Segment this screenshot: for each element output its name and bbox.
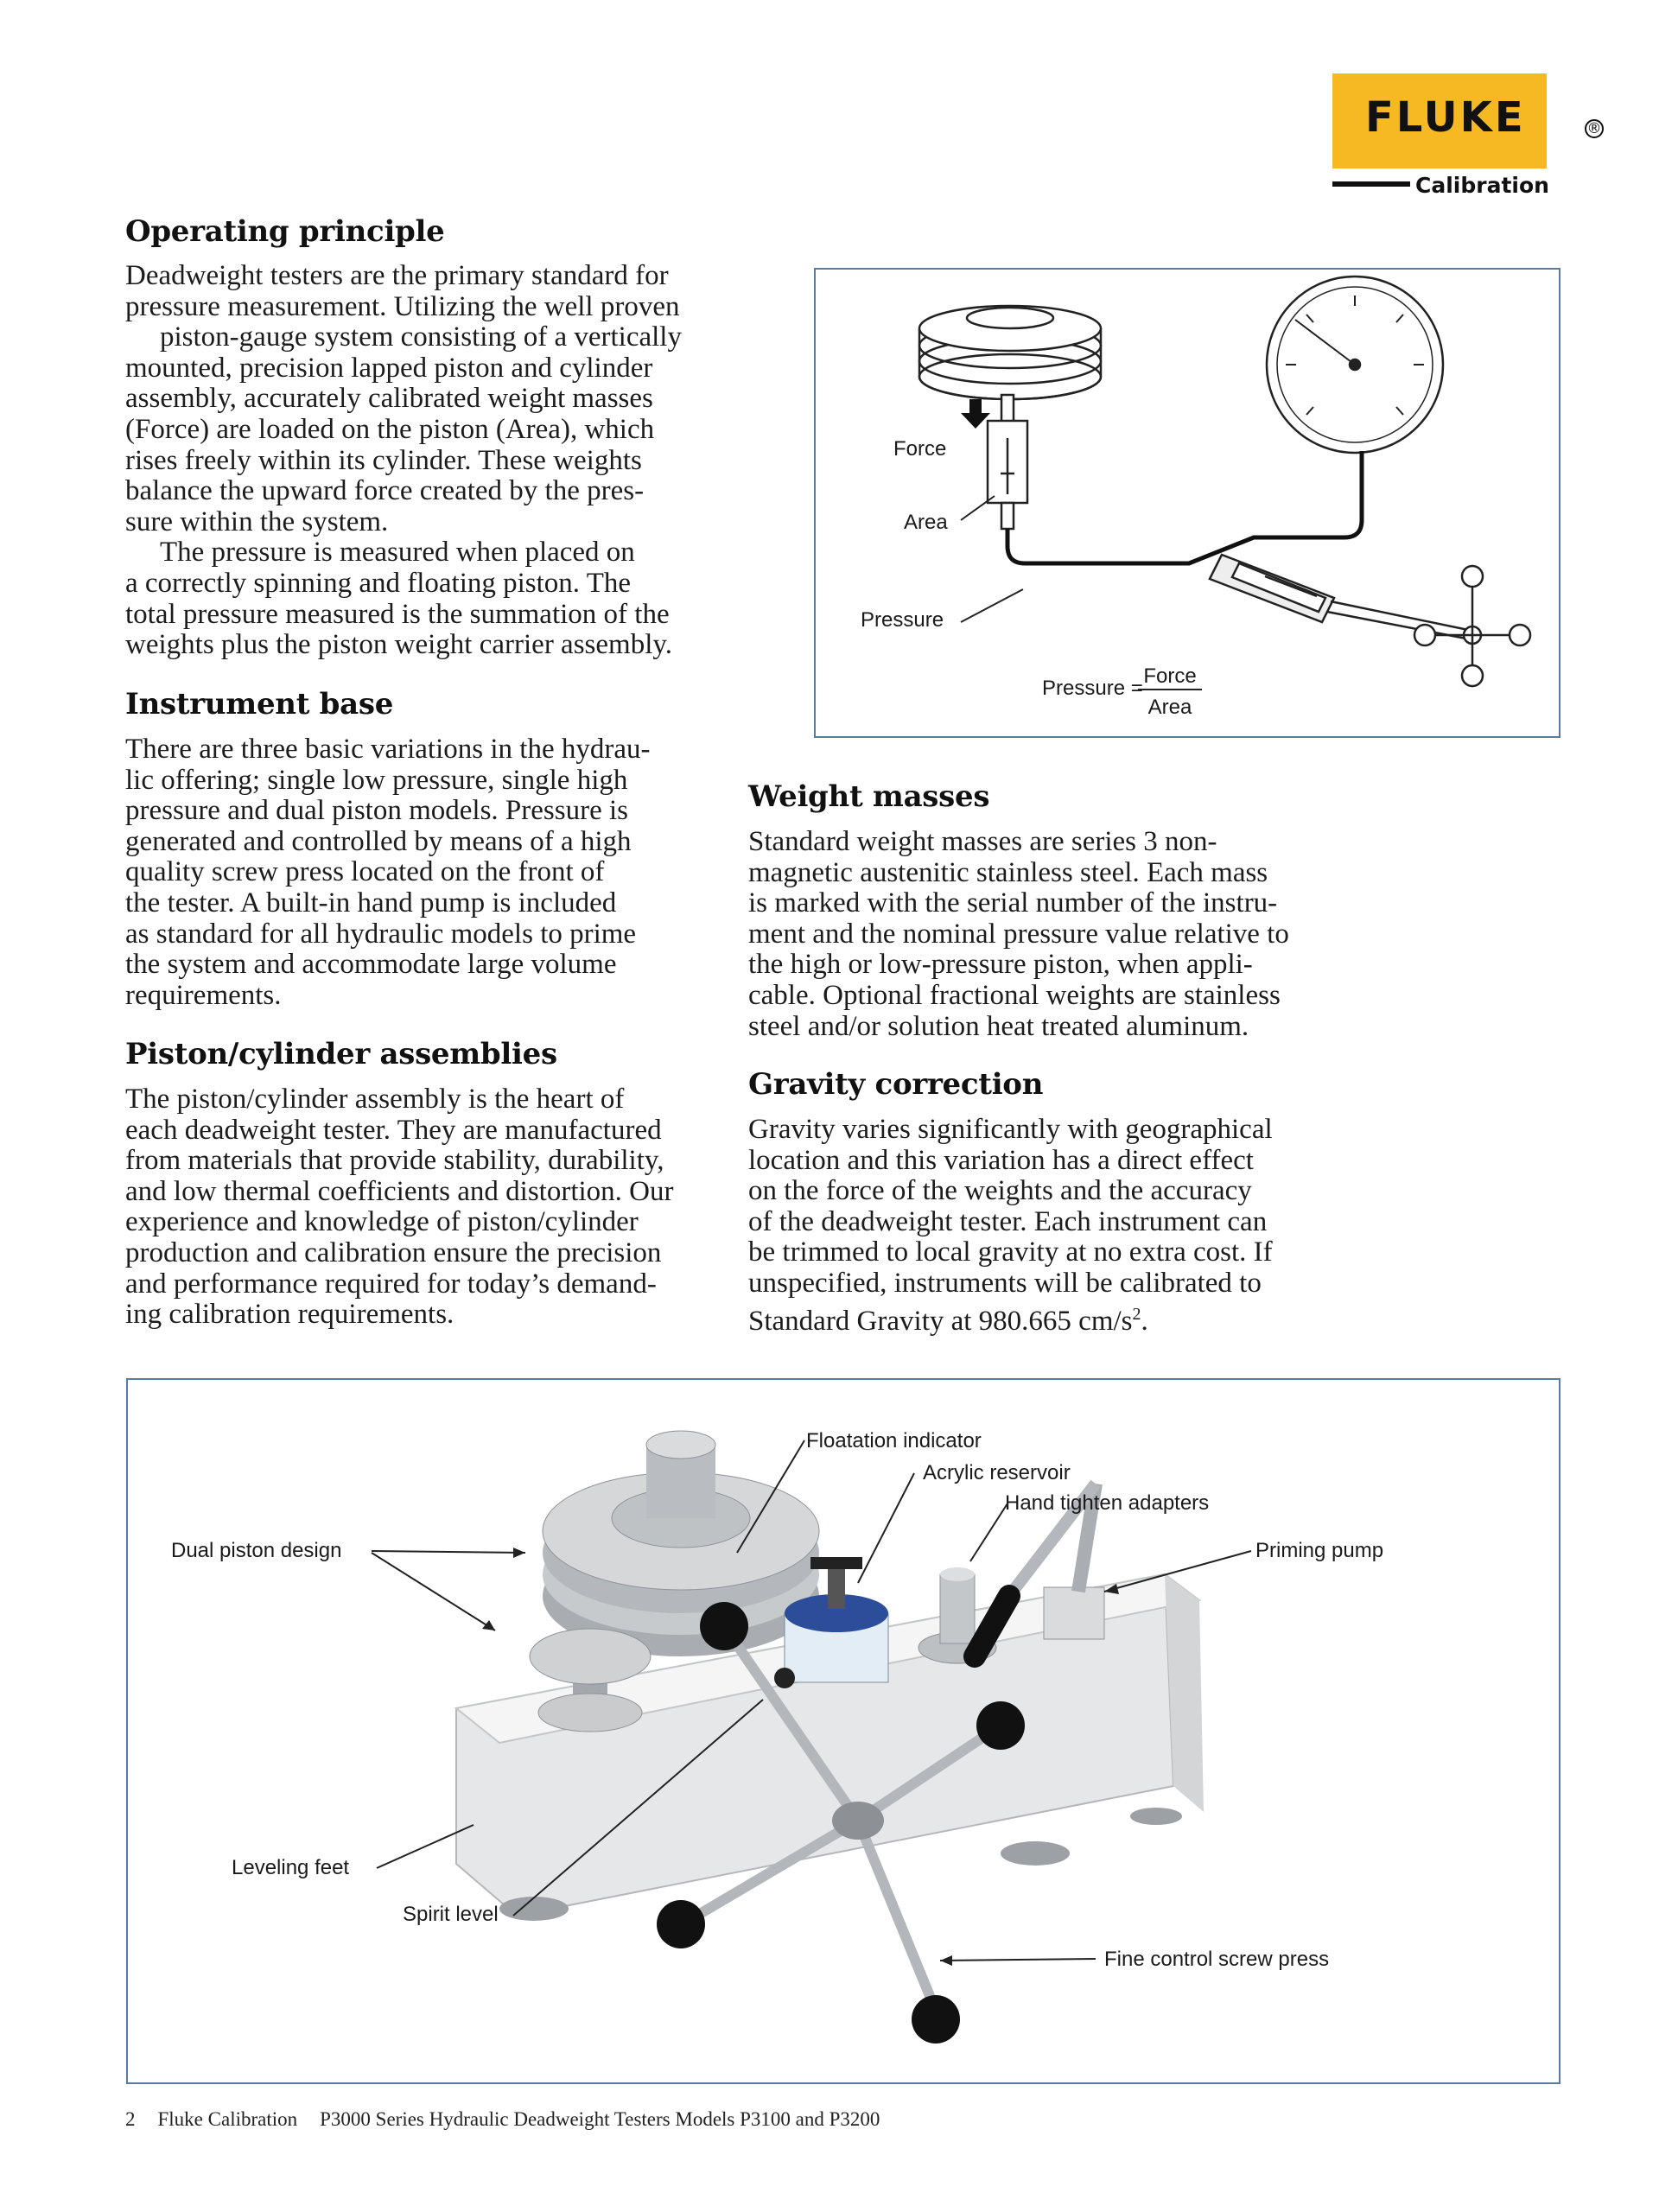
brand-subtitle: Calibration [1415, 173, 1549, 198]
paragraph: The piston/cylinder assembly is the heart of each deadweight tester. They are manufactured from materials that provide stability, durability, and low thermal coefficients and distortion. Our experience and knowledge of piston/cylinder production and calibration ensure the precision and performance required for today’s demand- ing calibration requirements. [125, 1084, 674, 1331]
formula-numerator: Force [1143, 664, 1197, 688]
diagram-label-area: Area [904, 511, 948, 534]
screw-press-hub-image [832, 1802, 884, 1840]
weight-masses-text [748, 827, 1370, 1042]
piston-cylinder-text [125, 1084, 747, 1331]
gravity-correction-text [748, 1115, 1370, 1337]
paragraph: Gravity varies significantly with geographical location and this variation has a direct effect on the force of the weights and the accuracy of the deadweight tester. Each instrument can be trimmed to local gravity at no extra cost. If unspecified, instruments will be calibrated to Standard Gravity at 980.665 $cm/s^2$. [748, 1114, 1273, 1337]
pressure-gauge-icon [1267, 276, 1443, 453]
callout-hand-tighten-adapters: Hand tighten adapters [1005, 1491, 1210, 1515]
footer-company: Fluke Calibration [157, 2108, 298, 2130]
brand-logo: FLUKE [1365, 93, 1526, 142]
weight-stack-icon [919, 306, 1101, 399]
instrument-base-text [125, 734, 747, 1011]
formula-lhs: Pressure = [1042, 677, 1143, 700]
callout-acrylic-reservoir: Acrylic reservoir [923, 1461, 1071, 1484]
paragraph: piston-gauge system consisting of a vertically [160, 321, 682, 353]
paragraph: Standard weight masses are series 3 non- magnetic austenitic stainless steel. Each mass is marked with the serial number of the instru- ment and the nominal pressure value relative to the high or low-pressure piston, when appli- cable. Optional fractional weights are stainless steel and/or solution heat treated aluminum. [748, 826, 1289, 1042]
page-number: 2 [125, 2108, 136, 2130]
heading-gravity-correction: Gravity correction [748, 1067, 1044, 1102]
principle-diagram [814, 268, 1560, 738]
callout-leveling-feet: Leveling feet [232, 1856, 350, 1879]
registered-mark: ® [1585, 119, 1604, 138]
paragraph: mounted, precision lapped piston and cylinder assembly, accurately calibrated weight masses (Force) are loaded on the piston (Area), which rises freely within its cylinder. These weights balance the upward force created by the pres- sure within the system. [125, 352, 655, 537]
paragraph: Deadweight testers are the primary standard for pressure measurement. Utilizing the well proven [125, 260, 680, 322]
footer-document-title: P3000 Series Hydraulic Deadweight Testers Models P3100 and P3200 [320, 2108, 880, 2130]
paragraph: The pressure is measured when placed on [160, 537, 635, 569]
page-footer [125, 2108, 902, 2131]
force-arrow-icon [961, 399, 990, 429]
callout-priming-pump: Priming pump [1255, 1539, 1384, 1562]
heading-instrument-base: Instrument base [125, 687, 394, 721]
piston-cylinder-icon [988, 395, 1027, 529]
brand-rule [1332, 181, 1410, 187]
callout-spirit-level: Spirit level [403, 1903, 499, 1926]
diagram-label-pressure: Pressure [861, 608, 944, 632]
heading-operating-principle: Operating principle [125, 214, 445, 249]
large-piston-image [543, 1431, 819, 1656]
callout-fine-control-screw-press: Fine control screw press [1104, 1948, 1330, 1971]
pressure-line [1007, 451, 1362, 563]
heading-piston-cylinder: Piston/cylinder assemblies [125, 1037, 557, 1071]
spirit-level-image [774, 1668, 795, 1688]
paragraph: a correctly spinning and floating piston. The total pressure measured is the summation of the weights plus the piston weight carrier assembly. [125, 567, 672, 661]
operating-principle-text [125, 261, 747, 661]
callout-floatation-indicator: Floatation indicator [806, 1429, 982, 1452]
callout-dual-piston-design: Dual piston design [171, 1539, 342, 1562]
screw-press-icon [1210, 555, 1530, 686]
diagram-label-force: Force [893, 437, 947, 461]
heading-weight-masses: Weight masses [748, 779, 990, 814]
formula-denominator: Area [1147, 696, 1192, 719]
paragraph: There are three basic variations in the hydrau- lic offering; single low pressure, single high pressure and dual piston models. Pressure is generated and controlled by means of a high quality screw press located on the front of the tester. A built-in hand pump is included as standard for all hydraulic models to prime the system and accommodate large volume requirements. [125, 734, 651, 1011]
product-figure [126, 1378, 1560, 2084]
